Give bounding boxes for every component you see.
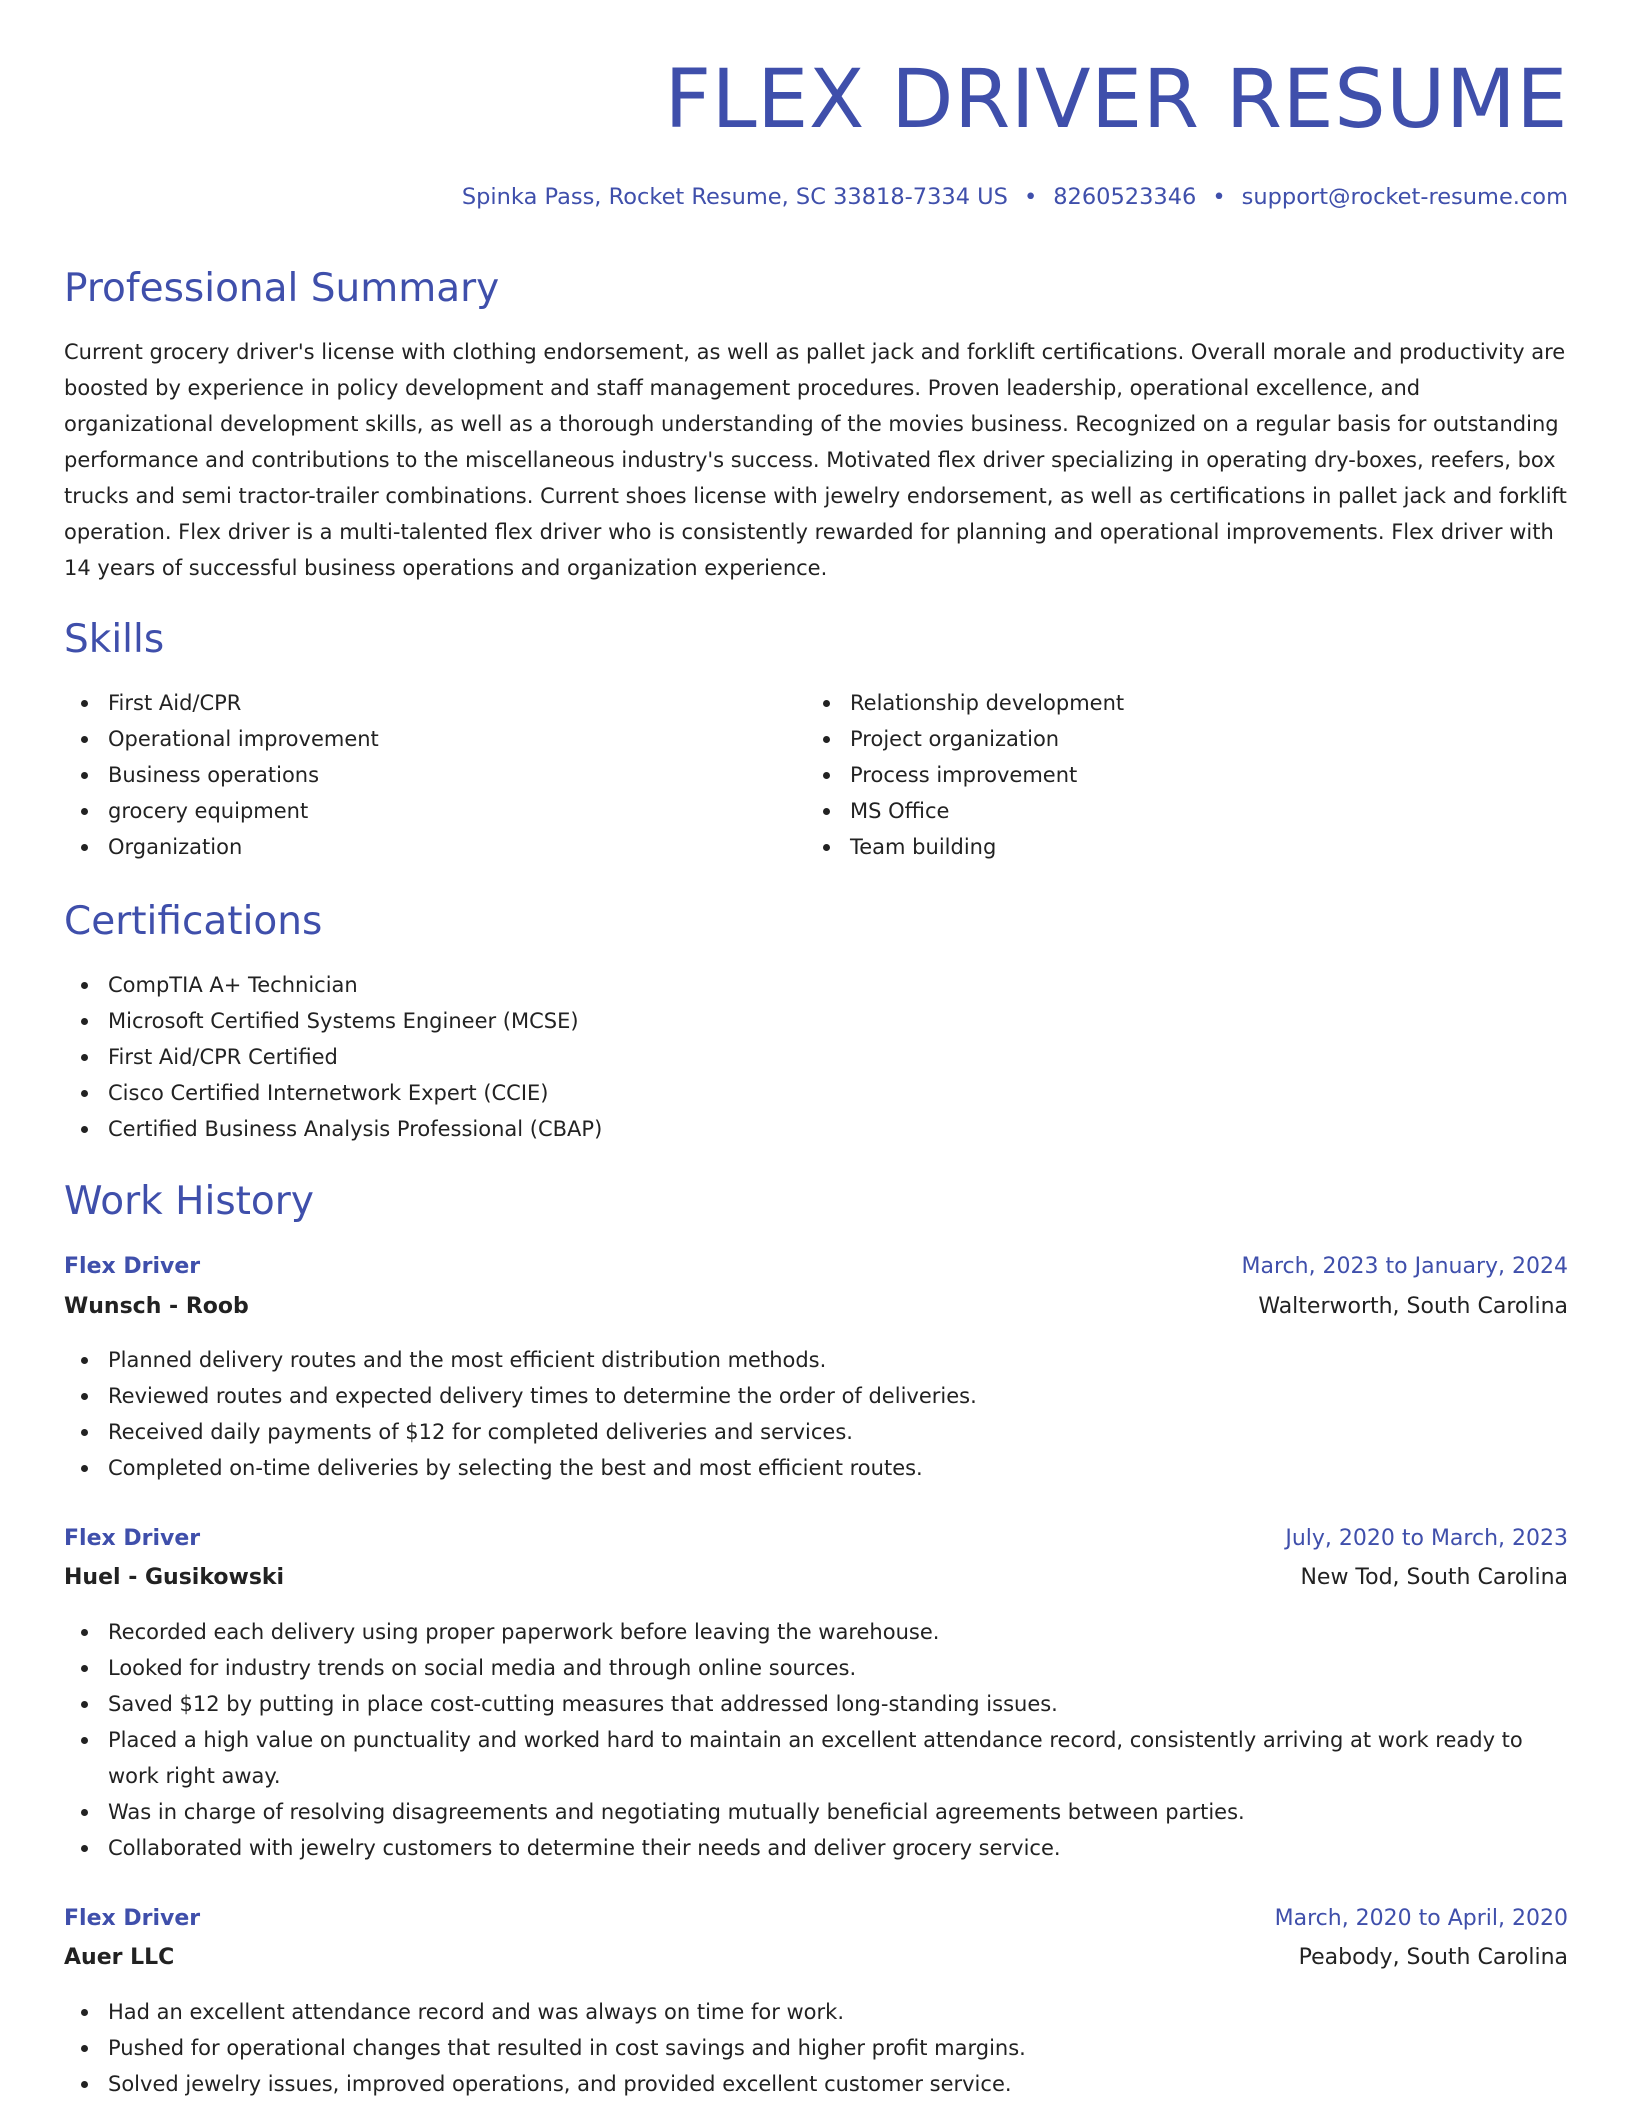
skill-item: Project organization: [806, 721, 1506, 757]
certifications-heading: Certifications: [64, 899, 323, 944]
certification-item: First Aid/CPR Certified: [64, 1039, 1568, 1075]
certification-item: CompTIA A+ Technician: [64, 967, 1568, 1003]
job-bullet: Placed a high value on punctuality and worked hard to maintain an excellent attendance record, consistently arriving at work ready to work right away.: [64, 1722, 1568, 1794]
contact-line: [462, 180, 1568, 214]
job-bullet: Had an excellent attendance record and was always on time for work.: [64, 1994, 1568, 2030]
skill-item: Business operations: [64, 757, 764, 793]
contact-email: support@rocket-resume.com: [1241, 184, 1568, 210]
job-location: Walterworth, South Carolina: [1258, 1294, 1568, 1319]
resume-title: FLEX DRIVER RESUME: [664, 53, 1568, 147]
job-company: Wunsch - Roob: [64, 1294, 249, 1319]
job-bullet: Was in charge of resolving disagreements and negotiating mutually beneficial agreements between parties.: [64, 1794, 1568, 1830]
job-location: Peabody, South Carolina: [1298, 1945, 1568, 1970]
certification-item: Certified Business Analysis Professional (CBAP): [64, 1111, 1568, 1147]
job-bullet: Looked for industry trends on social media and through online sources.: [64, 1650, 1568, 1686]
certification-item: Cisco Certified Internetwork Expert (CCIE): [64, 1075, 1568, 1111]
skill-item: Process improvement: [806, 757, 1506, 793]
skill-item: Organization: [64, 829, 764, 865]
job-bullet: Reviewed routes and expected delivery times to determine the order of deliveries.: [64, 1378, 1568, 1414]
job-company: Huel - Gusikowski: [64, 1565, 285, 1590]
job-bullets: [64, 1342, 1568, 1486]
job-bullet: Received daily payments of $12 for completed deliveries and services.: [64, 1414, 1568, 1450]
job-dates: July, 2020 to March, 2023: [1285, 1526, 1568, 1551]
skill-item: grocery equipment: [64, 793, 764, 829]
job-bullet: Saved $12 by putting in place cost-cutting measures that addressed long-standing issues.: [64, 1686, 1568, 1722]
contact-separator: •: [1212, 184, 1226, 210]
job-company: Auer LLC: [64, 1945, 175, 1970]
job-bullet: Completed on-time deliveries by selecting the best and most efficient routes.: [64, 1450, 1568, 1486]
skill-item: MS Office: [806, 793, 1506, 829]
skill-item: First Aid/CPR: [64, 685, 764, 721]
job-bullets: [64, 1994, 1568, 2102]
skill-item: Operational improvement: [64, 721, 764, 757]
job-dates: March, 2020 to April, 2020: [1274, 1906, 1568, 1931]
job-title: Flex Driver: [64, 1526, 201, 1551]
skills-list-right: [806, 685, 1506, 865]
contact-phone: 8260523346: [1053, 184, 1197, 210]
job-bullet: Planned delivery routes and the most efficient distribution methods.: [64, 1342, 1568, 1378]
job-dates: March, 2023 to January, 2024: [1241, 1254, 1568, 1279]
skill-item: Relationship development: [806, 685, 1506, 721]
skill-item: Team building: [806, 829, 1506, 865]
job-title: Flex Driver: [64, 1254, 201, 1279]
summary-heading: Professional Summary: [64, 266, 500, 311]
skills-heading: Skills: [64, 617, 165, 662]
certifications-list: [64, 967, 1568, 1147]
job-location: New Tod, South Carolina: [1300, 1565, 1568, 1590]
job-bullet: Collaborated with jewelry customers to determine their needs and deliver grocery service.: [64, 1830, 1568, 1866]
job-bullet: Recorded each delivery using proper paperwork before leaving the warehouse.: [64, 1614, 1568, 1650]
job-bullet: Solved jewelry issues, improved operations, and provided excellent customer service.: [64, 2066, 1568, 2102]
summary-text: Current grocery driver's license with clothing endorsement, as well as pallet jack and forklift certifications. Overall morale and productivity are boosted by experience in policy development and staff management procedures. Proven leadership, operational excellence, and organizational development skills, as well as a thorough understanding of the movies business. Recognized on a regular basis for outstanding performance and contributions to the miscellaneous industry's success. Motivated flex driver specializing in operating dry-boxes, reefers, box trucks and semi tractor-trailer combinations. Current shoes license with jewelry endorsement, as well as certifications in pallet jack and forklift operation. Flex driver is a multi-talented flex driver who is consistently rewarded for planning and operational improvements. Flex driver with 14 years of successful business operations and organization experience.: [64, 340, 1567, 580]
work-history-heading: Work History: [64, 1179, 314, 1224]
contact-address: Spinka Pass, Rocket Resume, SC 33818-7334 US: [461, 184, 1008, 210]
skills-list-left: [64, 685, 764, 865]
certification-item: Microsoft Certified Systems Engineer (MCSE): [64, 1003, 1568, 1039]
job-bullets: [64, 1614, 1568, 1866]
job-title: Flex Driver: [64, 1906, 201, 1931]
job-bullet: Pushed for operational changes that resulted in cost savings and higher profit margins.: [64, 2030, 1568, 2066]
contact-separator: •: [1023, 184, 1038, 210]
